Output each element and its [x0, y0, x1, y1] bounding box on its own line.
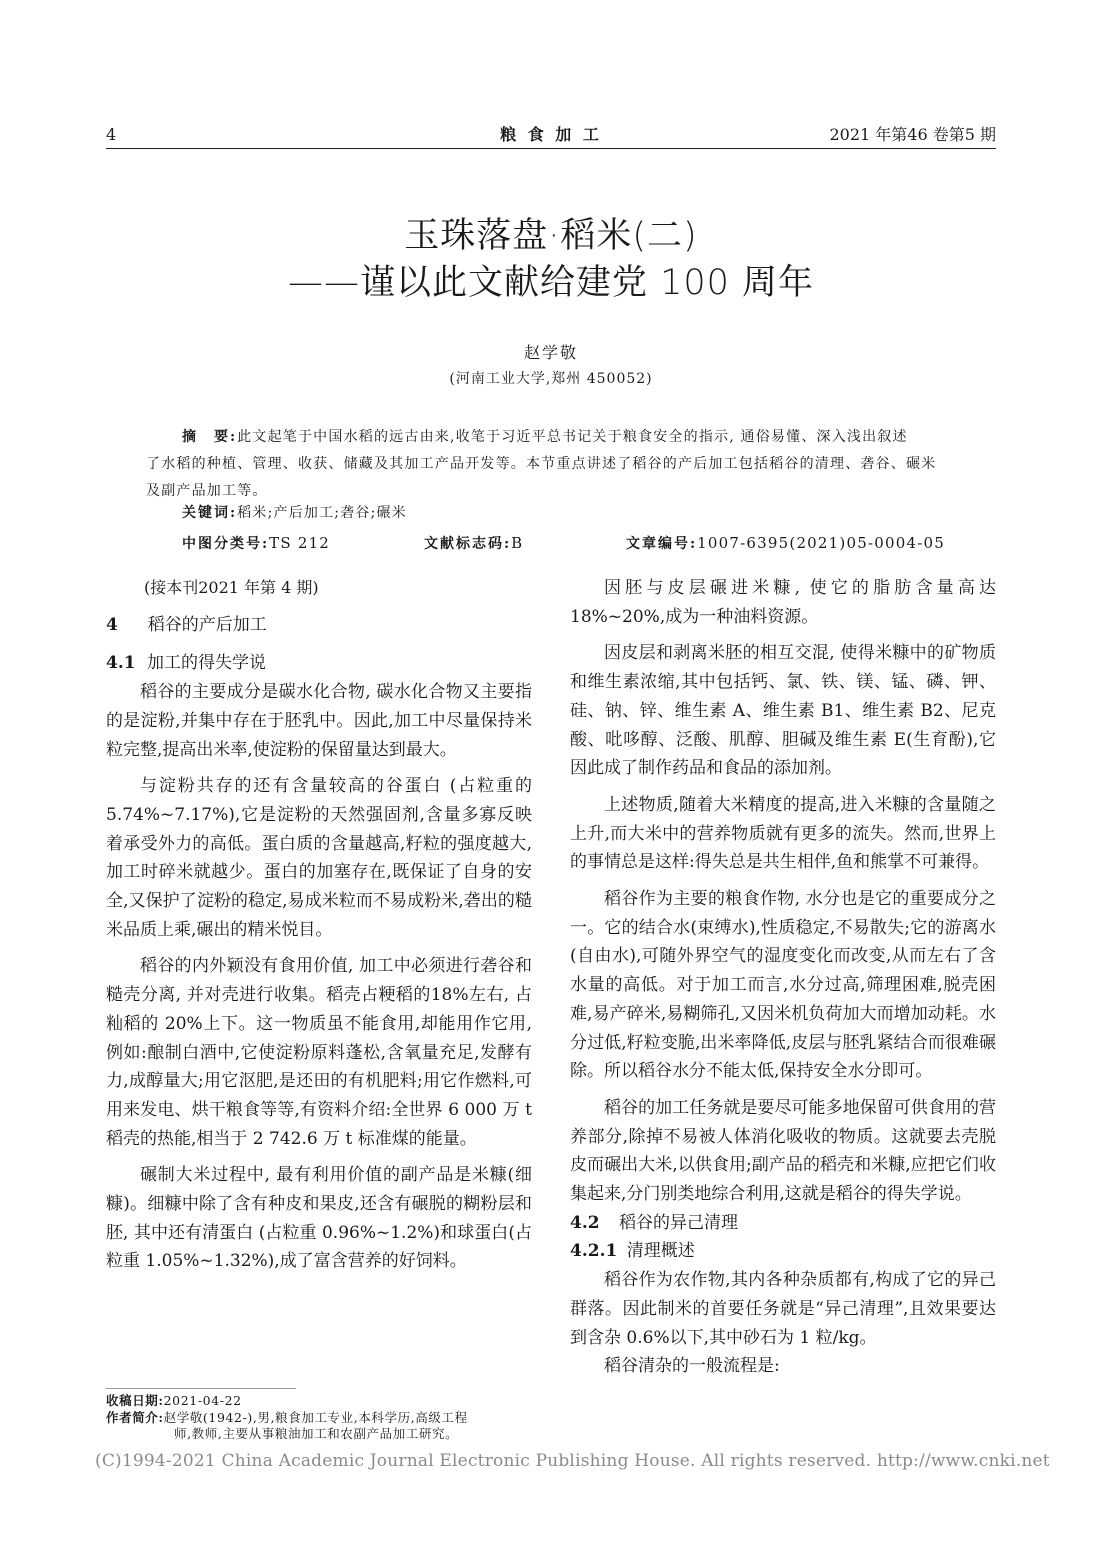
section-4-heading — [106, 611, 532, 640]
footnote-rule — [106, 1388, 296, 1389]
article-number-value: 1007-6395(2021)05-0004-05 — [697, 534, 945, 552]
right-column — [570, 574, 996, 1381]
clc-label: 中图分类号: — [182, 536, 270, 552]
journal-name: 粮 食 加 工 — [500, 125, 602, 144]
paragraph: 稻谷作为主要的粮食作物, 水分也是它的重要成分之一。它的结合水(束缚水),性质稳定,不易散失;它的游离水(自由水),可随外界空气的湿度变化而改变,从而左右了含水量的高低。对于加工而言,水分过高,筛理困难,脱壳困难,易产碎米,易糊筛孔,又因米机负荷加大而增加动耗。水分过低,籽粒变脆,出米率降低,皮层与胚乳紧结合而很难碾除。所以稻谷水分不能太低,保持安全水分即可。 — [570, 889, 996, 1082]
abstract-line-2: 了水稻的种植、管理、收获、储藏及其加工产品开发等。本节重点讲述了稻谷的产后加工包括稻谷的清理、砻谷、碾米 — [146, 456, 937, 472]
paragraph: 稻谷作为农作物,其内各种杂质都有,构成了它的异己群落。因此制米的首要任务就是“异己清理”,且效果要达到含杂 0.6%以下,其中砂石为 1 粒/kg。 — [570, 1270, 996, 1348]
section-4-2-1-number: 4.2.1 — [570, 1241, 618, 1262]
article-number — [626, 530, 976, 558]
section-4-2-1-heading — [570, 1237, 996, 1266]
paragraph: 稻谷的内外颖没有食用价值, 加工中必须进行砻谷和糙壳分离, 并对壳进行收集。稻壳占粳稻的18%左右, 占籼稻的 20%上下。这一物质虽不能食用,却能用作它用,例如:酿制白酒中,它使淀粉原料蓬松,含氧量充足,发酵有力,成醇量大;用它沤肥,是还田的有机肥料;用它作燃料,可用来发电、烘干粮食等等,有资料介绍:全世界 6 000 万 t 稻壳的热能,相当于 2 742.6 万 t 标准煤的能量。 — [106, 956, 532, 1149]
paragraph: 稻谷清杂的一般流程是: — [604, 1356, 780, 1377]
article-title: 玉珠落盘·稻米(二) — [404, 216, 698, 256]
bio-label: 作者简介: — [106, 1410, 164, 1425]
continued-note: (接本刊2021 年第 4 期) — [144, 578, 319, 597]
abstract-label: 摘 要: — [182, 429, 238, 445]
section-4-1-title: 加工的得失学说 — [146, 653, 266, 674]
author-bio-line-2: 师,教师,主要从事粮油加工和农副产品加工研究。 — [174, 1426, 459, 1441]
section-4-2-number: 4.2 — [570, 1212, 600, 1233]
page-number: 4 — [106, 125, 117, 144]
abstract — [146, 424, 976, 505]
received-value: 2021-04-22 — [163, 1393, 242, 1408]
paragraph: 稻谷的加工任务就是要尽可能多地保留可供食用的营养部分,除掉不易被人体消化吸收的物质。这就要去壳脱皮而碾出大米,以供食用;副产品的稻壳和米糠,应把它们收集起来,分门别类地综合利用,这就是稻谷的得失学说。 — [570, 1097, 996, 1205]
received-label: 收稿日期: — [106, 1393, 164, 1408]
doc-code-value: B — [511, 534, 524, 552]
section-4-1-heading — [106, 649, 532, 678]
section-4-number: 4 — [106, 614, 118, 635]
author-affiliation: (河南工业大学,郑州 450052) — [449, 371, 653, 387]
paragraph: 上述物质,随着大米精度的提高,进入米糠的含量随之上升,而大米中的营养物质就有更多的流失。然而,世界上的事情总是这样:得失总是共生相伴,鱼和熊掌不可兼得。 — [570, 794, 996, 873]
article-number-label: 文章编号: — [626, 536, 698, 552]
paragraph: 因胚与皮层碾进米糠, 使它的脂肪含量高达18%~20%,成为一种油料资源。 — [570, 578, 996, 627]
author-name: 赵学敬 — [523, 343, 578, 362]
paragraph: 因皮层和剥离米胚的相互交混, 使得米糠中的矿物质和维生素浓缩,其中包括钙、氯、铁、镁、锰、磷、钾、硅、钠、锌、维生素 A、维生素 B1、维生素 B2、尼克酸、吡哆醇、泛酸、肌醇、胆碱及维生素 E(生育酚),它因此成了制作药品和食品的添加剂。 — [570, 643, 996, 779]
issue-info: 2021 年第46 卷第5 期 — [829, 125, 996, 144]
section-4-2-heading — [570, 1209, 996, 1238]
left-column — [106, 574, 532, 1276]
clc-value: TS 212 — [269, 534, 331, 552]
doc-code — [424, 530, 614, 558]
paragraph: 与淀粉共存的还有含量较高的谷蛋白 (占粒重的 5.74%~7.17%),它是淀粉的天然强固剂,含量多寡反映着承受外力的高低。蛋白质的含量越高,籽粒的强度越大,加工时碎米就越少。蛋白的加塞存在,既保证了自身的安全,又保护了淀粉的稳定,易成米粒而不易成粉米,砻出的糙米品质上乘,碾出的精米悦目。 — [106, 776, 532, 940]
copyright-watermark: (C)1994-2021 China Academic Journal Electronic Publishing House. All rights reserved. http://www.cnki.net — [95, 1451, 1050, 1471]
abstract-line-3: 及副产品加工等。 — [146, 483, 268, 499]
abstract-line-1: 摘 要:此文起笔于中国水稻的远古由来,收笔于习近平总书记关于粮食安全的指示, 通俗易懂、深入浅出叙述 — [182, 429, 908, 445]
section-4-2-1-title: 清理概述 — [626, 1241, 695, 1262]
author-bio: 作者简介:赵学敬(1942-),男,粮食加工专业,本科学历,高级工程 — [106, 1410, 468, 1425]
paragraph: 碾制大米过程中, 最有利用价值的副产品是米糠(细糠)。细糠中除了含有种皮和果皮,还含有碾脱的糊粉层和胚, 其中还有清蛋白 (占粒重 0.96%~1.2%)和球蛋白(占粒重 1.05%~1.32%),成了富含营养的好饲料。 — [106, 1165, 532, 1272]
paragraph: 稻谷的主要成分是碳水化合物, 碳水化合物又主要指的是淀粉,并集中存在于胚乳中。因此,加工中尽量保持米粒完整,提高出米率,使淀粉的保留量达到最大。 — [106, 682, 532, 760]
article-subtitle: ——谨以此文献给建党 100 周年 — [287, 263, 815, 303]
received-date — [106, 1393, 242, 1409]
keywords — [182, 500, 1012, 527]
section-4-2-title: 稻谷的异己清理 — [618, 1212, 738, 1233]
keywords-value: 稻米;产后加工;砻谷;碾米 — [237, 505, 407, 521]
doc-code-label: 文献标志码: — [424, 536, 512, 552]
header-rule — [106, 148, 996, 149]
section-4-1-number: 4.1 — [106, 653, 136, 674]
keywords-label: 关键词: — [182, 505, 238, 521]
section-4-title: 稻谷的产后加工 — [147, 614, 267, 635]
